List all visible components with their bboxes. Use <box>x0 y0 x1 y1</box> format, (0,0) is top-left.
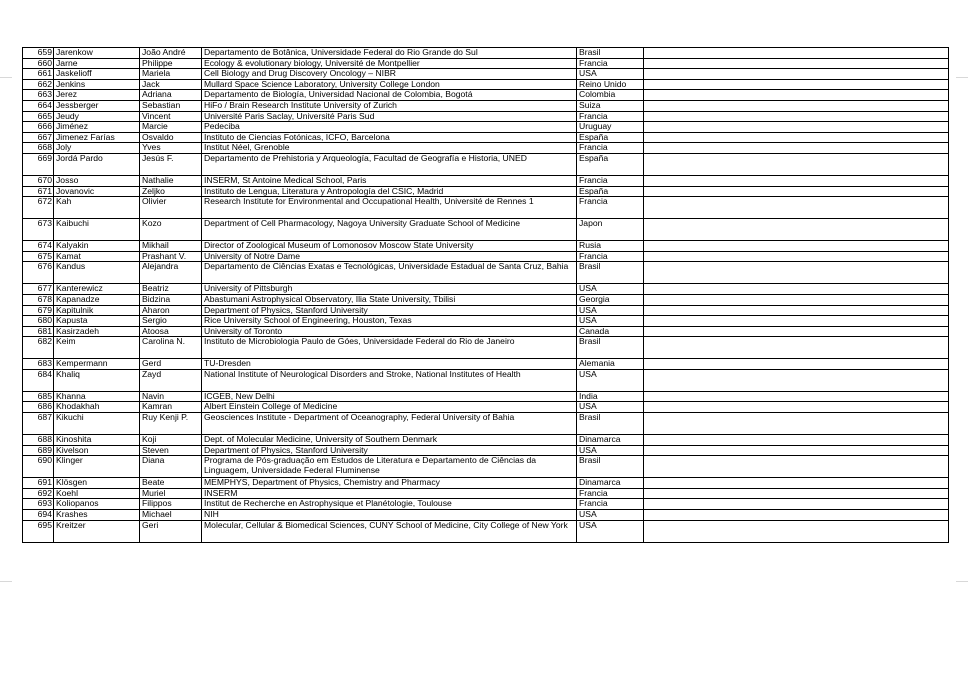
participants-table <box>22 47 949 543</box>
last-name-cell: Kreitzer <box>54 520 140 542</box>
table-row <box>23 132 949 143</box>
empty-cell <box>644 186 949 197</box>
first-name-cell: Nathalie <box>140 175 202 186</box>
empty-cell <box>644 413 949 435</box>
last-name-cell: Khanna <box>54 391 140 402</box>
row-number-cell: 667 <box>23 132 54 143</box>
row-number-cell: 675 <box>23 251 54 262</box>
last-name-cell: Kapitulnik <box>54 305 140 316</box>
last-name-cell: Jimenez Farías <box>54 132 140 143</box>
first-name-cell: Jack <box>140 79 202 90</box>
last-name-cell: Krashes <box>54 510 140 521</box>
institution-cell: Departamento de Botânica, Universidade Federal do Rio Grande do Sul <box>202 48 577 59</box>
first-name-cell: Vincent <box>140 111 202 122</box>
last-name-cell: Jiménez <box>54 122 140 133</box>
institution-cell: Albert Einstein College of Medicine <box>202 402 577 413</box>
institution-cell: Department of Physics, Stanford University <box>202 305 577 316</box>
row-number-cell: 666 <box>23 122 54 133</box>
table-row <box>23 445 949 456</box>
first-name-cell: Zayd <box>140 369 202 391</box>
country-cell: Alemania <box>577 359 644 370</box>
country-cell: Francia <box>577 499 644 510</box>
first-name-cell: Steven <box>140 445 202 456</box>
institution-cell: University of Notre Dame <box>202 251 577 262</box>
row-number-cell: 695 <box>23 520 54 542</box>
country-cell: USA <box>577 520 644 542</box>
last-name-cell: Jarenkow <box>54 48 140 59</box>
institution-cell: Department of Cell Pharmacology, Nagoya University Graduate School of Medicine <box>202 219 577 241</box>
last-name-cell: Klinger <box>54 456 140 478</box>
institution-cell: Instituto de Ciencias Fotónicas, ICFO, Barcelona <box>202 132 577 143</box>
empty-cell <box>644 435 949 446</box>
row-number-cell: 684 <box>23 369 54 391</box>
institution-cell: Director of Zoological Museum of Lomonosov Moscow State University <box>202 241 577 252</box>
institution-cell: ICGEB, New Delhi <box>202 391 577 402</box>
last-name-cell: Jarne <box>54 58 140 69</box>
country-cell: USA <box>577 316 644 327</box>
country-cell: Francia <box>577 175 644 186</box>
empty-cell <box>644 294 949 305</box>
institution-cell: Mullard Space Science Laboratory, University College London <box>202 79 577 90</box>
empty-cell <box>644 241 949 252</box>
empty-cell <box>644 58 949 69</box>
last-name-cell: Josso <box>54 175 140 186</box>
table-row <box>23 175 949 186</box>
first-name-cell: Navin <box>140 391 202 402</box>
country-cell: Francia <box>577 488 644 499</box>
country-cell: Francia <box>577 143 644 154</box>
country-cell: Francia <box>577 251 644 262</box>
first-name-cell: Olivier <box>140 197 202 219</box>
institution-cell: Institut de Recherche en Astrophysique et Planétologie, Toulouse <box>202 499 577 510</box>
empty-cell <box>644 153 949 175</box>
margin-mark <box>956 581 968 582</box>
row-number-cell: 680 <box>23 316 54 327</box>
first-name-cell: Gerd <box>140 359 202 370</box>
row-number-cell: 664 <box>23 100 54 111</box>
first-name-cell: Marcie <box>140 122 202 133</box>
institution-cell: Departamento de Prehistoria y Arqueología, Facultad de Geografía e Historia, UNED <box>202 153 577 175</box>
country-cell: USA <box>577 510 644 521</box>
row-number-cell: 690 <box>23 456 54 478</box>
row-number-cell: 662 <box>23 79 54 90</box>
row-number-cell: 688 <box>23 435 54 446</box>
last-name-cell: Kalyakin <box>54 241 140 252</box>
first-name-cell: João André <box>140 48 202 59</box>
empty-cell <box>644 337 949 359</box>
first-name-cell: Prashant V. <box>140 251 202 262</box>
first-name-cell: Osvaldo <box>140 132 202 143</box>
first-name-cell: Sergio <box>140 316 202 327</box>
first-name-cell: Alejandra <box>140 262 202 284</box>
first-name-cell: Geri <box>140 520 202 542</box>
first-name-cell: Adriana <box>140 90 202 101</box>
table-row <box>23 391 949 402</box>
empty-cell <box>644 90 949 101</box>
table-row <box>23 369 949 391</box>
row-number-cell: 687 <box>23 413 54 435</box>
table-row <box>23 79 949 90</box>
last-name-cell: Jeudy <box>54 111 140 122</box>
row-number-cell: 685 <box>23 391 54 402</box>
last-name-cell: Khaliq <box>54 369 140 391</box>
empty-cell <box>644 143 949 154</box>
table-row <box>23 478 949 489</box>
first-name-cell: Filippos <box>140 499 202 510</box>
table-row <box>23 305 949 316</box>
institution-cell: Departamento de Biología, Universidad Nacional de Colombia, Bogotá <box>202 90 577 101</box>
row-number-cell: 660 <box>23 58 54 69</box>
country-cell: Brasil <box>577 413 644 435</box>
table-row <box>23 284 949 295</box>
last-name-cell: Kaibuchi <box>54 219 140 241</box>
table-row <box>23 111 949 122</box>
last-name-cell: Kasirzadeh <box>54 326 140 337</box>
country-cell: Brasil <box>577 262 644 284</box>
empty-cell <box>644 197 949 219</box>
table-row <box>23 435 949 446</box>
institution-cell: Programa de Pós-graduação em Estudos de Literatura e Departamento de Ciências da Linguagem, Universidade Federal Fluminense <box>202 456 577 478</box>
last-name-cell: Khodakhah <box>54 402 140 413</box>
institution-cell: University of Pittsburgh <box>202 284 577 295</box>
row-number-cell: 676 <box>23 262 54 284</box>
institution-cell: NIH <box>202 510 577 521</box>
last-name-cell: Kikuchi <box>54 413 140 435</box>
last-name-cell: Kanterewicz <box>54 284 140 295</box>
country-cell: Rusia <box>577 241 644 252</box>
country-cell: Brasil <box>577 456 644 478</box>
row-number-cell: 679 <box>23 305 54 316</box>
first-name-cell: Koji <box>140 435 202 446</box>
first-name-cell: Beatriz <box>140 284 202 295</box>
institution-cell: Institut Néel, Grenoble <box>202 143 577 154</box>
country-cell: USA <box>577 69 644 80</box>
empty-cell <box>644 305 949 316</box>
last-name-cell: Kapanadze <box>54 294 140 305</box>
empty-cell <box>644 69 949 80</box>
country-cell: Uruguay <box>577 122 644 133</box>
first-name-cell: Ruy Kenji P. <box>140 413 202 435</box>
last-name-cell: Kandus <box>54 262 140 284</box>
row-number-cell: 694 <box>23 510 54 521</box>
first-name-cell: Michael <box>140 510 202 521</box>
row-number-cell: 665 <box>23 111 54 122</box>
country-cell: Canada <box>577 326 644 337</box>
country-cell: Dinamarca <box>577 478 644 489</box>
country-cell: España <box>577 186 644 197</box>
table-row <box>23 520 949 542</box>
country-cell: Japon <box>577 219 644 241</box>
empty-cell <box>644 316 949 327</box>
table-row <box>23 197 949 219</box>
institution-cell: Instituto de Microbiologia Paulo de Góes, Universidade Federal do Rio de Janeiro <box>202 337 577 359</box>
country-cell: Brasil <box>577 337 644 359</box>
country-cell: España <box>577 132 644 143</box>
first-name-cell: Philippe <box>140 58 202 69</box>
last-name-cell: Jaskelioff <box>54 69 140 80</box>
table-row <box>23 251 949 262</box>
empty-cell <box>644 284 949 295</box>
institution-cell: Molecular, Cellular & Biomedical Sciences, CUNY School of Medicine, City College of New York <box>202 520 577 542</box>
row-number-cell: 672 <box>23 197 54 219</box>
row-number-cell: 670 <box>23 175 54 186</box>
institution-cell: Pedeciba <box>202 122 577 133</box>
first-name-cell: Diana <box>140 456 202 478</box>
country-cell: USA <box>577 445 644 456</box>
last-name-cell: Jovanovic <box>54 186 140 197</box>
row-number-cell: 693 <box>23 499 54 510</box>
empty-cell <box>644 456 949 478</box>
institution-cell: Dept. of Molecular Medicine, University of Southern Denmark <box>202 435 577 446</box>
institution-cell: Research Institute for Environmental and Occupational Health, Université de Rennes 1 <box>202 197 577 219</box>
table-row <box>23 262 949 284</box>
table-row <box>23 186 949 197</box>
row-number-cell: 689 <box>23 445 54 456</box>
country-cell: Francia <box>577 111 644 122</box>
country-cell: India <box>577 391 644 402</box>
last-name-cell: Kamat <box>54 251 140 262</box>
country-cell: Suiza <box>577 100 644 111</box>
last-name-cell: Koehl <box>54 488 140 499</box>
table-row <box>23 58 949 69</box>
first-name-cell: Beate <box>140 478 202 489</box>
empty-cell <box>644 488 949 499</box>
country-cell: USA <box>577 402 644 413</box>
first-name-cell: Carolina N. <box>140 337 202 359</box>
last-name-cell: Kah <box>54 197 140 219</box>
row-number-cell: 678 <box>23 294 54 305</box>
first-name-cell: Mikhail <box>140 241 202 252</box>
institution-cell: Abastumani Astrophysical Observatory, Ilia State University, Tbilisi <box>202 294 577 305</box>
first-name-cell: Yves <box>140 143 202 154</box>
table-row <box>23 143 949 154</box>
empty-cell <box>644 499 949 510</box>
country-cell: España <box>577 153 644 175</box>
empty-cell <box>644 402 949 413</box>
row-number-cell: 661 <box>23 69 54 80</box>
row-number-cell: 668 <box>23 143 54 154</box>
row-number-cell: 681 <box>23 326 54 337</box>
row-number-cell: 674 <box>23 241 54 252</box>
table-row <box>23 337 949 359</box>
empty-cell <box>644 175 949 186</box>
country-cell: Georgia <box>577 294 644 305</box>
empty-cell <box>644 369 949 391</box>
table-row <box>23 219 949 241</box>
table-row <box>23 90 949 101</box>
table-row <box>23 402 949 413</box>
table-row <box>23 241 949 252</box>
country-cell: USA <box>577 305 644 316</box>
table-row <box>23 359 949 370</box>
last-name-cell: Jenkins <box>54 79 140 90</box>
first-name-cell: Kozo <box>140 219 202 241</box>
table-row <box>23 316 949 327</box>
last-name-cell: Kivelson <box>54 445 140 456</box>
empty-cell <box>644 132 949 143</box>
table-row <box>23 456 949 478</box>
country-cell: USA <box>577 284 644 295</box>
table-body <box>23 48 949 543</box>
empty-cell <box>644 510 949 521</box>
table-row <box>23 294 949 305</box>
empty-cell <box>644 326 949 337</box>
last-name-cell: Kapusta <box>54 316 140 327</box>
last-name-cell: Kinoshita <box>54 435 140 446</box>
institution-cell: Geosciences Institute - Department of Oceanography, Federal University of Bahia <box>202 413 577 435</box>
institution-cell: TU-Dresden <box>202 359 577 370</box>
table-row <box>23 153 949 175</box>
empty-cell <box>644 122 949 133</box>
empty-cell <box>644 79 949 90</box>
row-number-cell: 692 <box>23 488 54 499</box>
row-number-cell: 683 <box>23 359 54 370</box>
empty-cell <box>644 445 949 456</box>
empty-cell <box>644 251 949 262</box>
row-number-cell: 677 <box>23 284 54 295</box>
first-name-cell: Zeljko <box>140 186 202 197</box>
institution-cell: Cell Biology and Drug Discovery Oncology – NIBR <box>202 69 577 80</box>
country-cell: USA <box>577 369 644 391</box>
empty-cell <box>644 391 949 402</box>
first-name-cell: Sebastian <box>140 100 202 111</box>
country-cell: Colombia <box>577 90 644 101</box>
first-name-cell: Atoosa <box>140 326 202 337</box>
country-cell: Brasil <box>577 48 644 59</box>
institution-cell: INSERM, St Antoine Medical School, Paris <box>202 175 577 186</box>
empty-cell <box>644 48 949 59</box>
first-name-cell: Kamran <box>140 402 202 413</box>
row-number-cell: 691 <box>23 478 54 489</box>
empty-cell <box>644 478 949 489</box>
table-row <box>23 488 949 499</box>
row-number-cell: 669 <box>23 153 54 175</box>
institution-cell: Université Paris Saclay, Université Paris Sud <box>202 111 577 122</box>
institution-cell: Departamento de Ciências Exatas e Tecnológicas, Universidade Estadual de Santa Cruz, Bahia <box>202 262 577 284</box>
table-row <box>23 510 949 521</box>
first-name-cell: Jesús F. <box>140 153 202 175</box>
first-name-cell: Muriel <box>140 488 202 499</box>
table-row <box>23 69 949 80</box>
table-row <box>23 48 949 59</box>
last-name-cell: Jordá Pardo <box>54 153 140 175</box>
last-name-cell: Jerez <box>54 90 140 101</box>
institution-cell: Department of Physics, Stanford University <box>202 445 577 456</box>
row-number-cell: 659 <box>23 48 54 59</box>
institution-cell: INSERM <box>202 488 577 499</box>
country-cell: Francia <box>577 197 644 219</box>
empty-cell <box>644 219 949 241</box>
table-row <box>23 413 949 435</box>
institution-cell: Ecology & evolutionary biology, Université de Montpellier <box>202 58 577 69</box>
last-name-cell: Jessberger <box>54 100 140 111</box>
institution-cell: Instituto de Lengua, Literatura y Antropología del CSIC, Madrid <box>202 186 577 197</box>
country-cell: Dinamarca <box>577 435 644 446</box>
last-name-cell: Kempermann <box>54 359 140 370</box>
last-name-cell: Klösgen <box>54 478 140 489</box>
table-row <box>23 326 949 337</box>
margin-mark <box>956 77 968 78</box>
first-name-cell: Bidzina <box>140 294 202 305</box>
institution-cell: University of Toronto <box>202 326 577 337</box>
institution-cell: National Institute of Neurological Disorders and Stroke, National Institutes of Health <box>202 369 577 391</box>
first-name-cell: Mariela <box>140 69 202 80</box>
row-number-cell: 663 <box>23 90 54 101</box>
row-number-cell: 686 <box>23 402 54 413</box>
empty-cell <box>644 111 949 122</box>
first-name-cell: Aharon <box>140 305 202 316</box>
table-row <box>23 499 949 510</box>
institution-cell: MEMPHYS, Department of Physics, Chemistry and Pharmacy <box>202 478 577 489</box>
row-number-cell: 673 <box>23 219 54 241</box>
empty-cell <box>644 262 949 284</box>
margin-mark <box>0 77 12 78</box>
institution-cell: HiFo / Brain Research Institute University of Zurich <box>202 100 577 111</box>
row-number-cell: 671 <box>23 186 54 197</box>
last-name-cell: Koliopanos <box>54 499 140 510</box>
last-name-cell: Joly <box>54 143 140 154</box>
empty-cell <box>644 100 949 111</box>
row-number-cell: 682 <box>23 337 54 359</box>
empty-cell <box>644 359 949 370</box>
country-cell: Francia <box>577 58 644 69</box>
table-row <box>23 100 949 111</box>
table-row <box>23 122 949 133</box>
institution-cell: Rice University School of Engineering, Houston, Texas <box>202 316 577 327</box>
empty-cell <box>644 520 949 542</box>
last-name-cell: Keim <box>54 337 140 359</box>
country-cell: Reino Unido <box>577 79 644 90</box>
margin-mark <box>0 581 12 582</box>
